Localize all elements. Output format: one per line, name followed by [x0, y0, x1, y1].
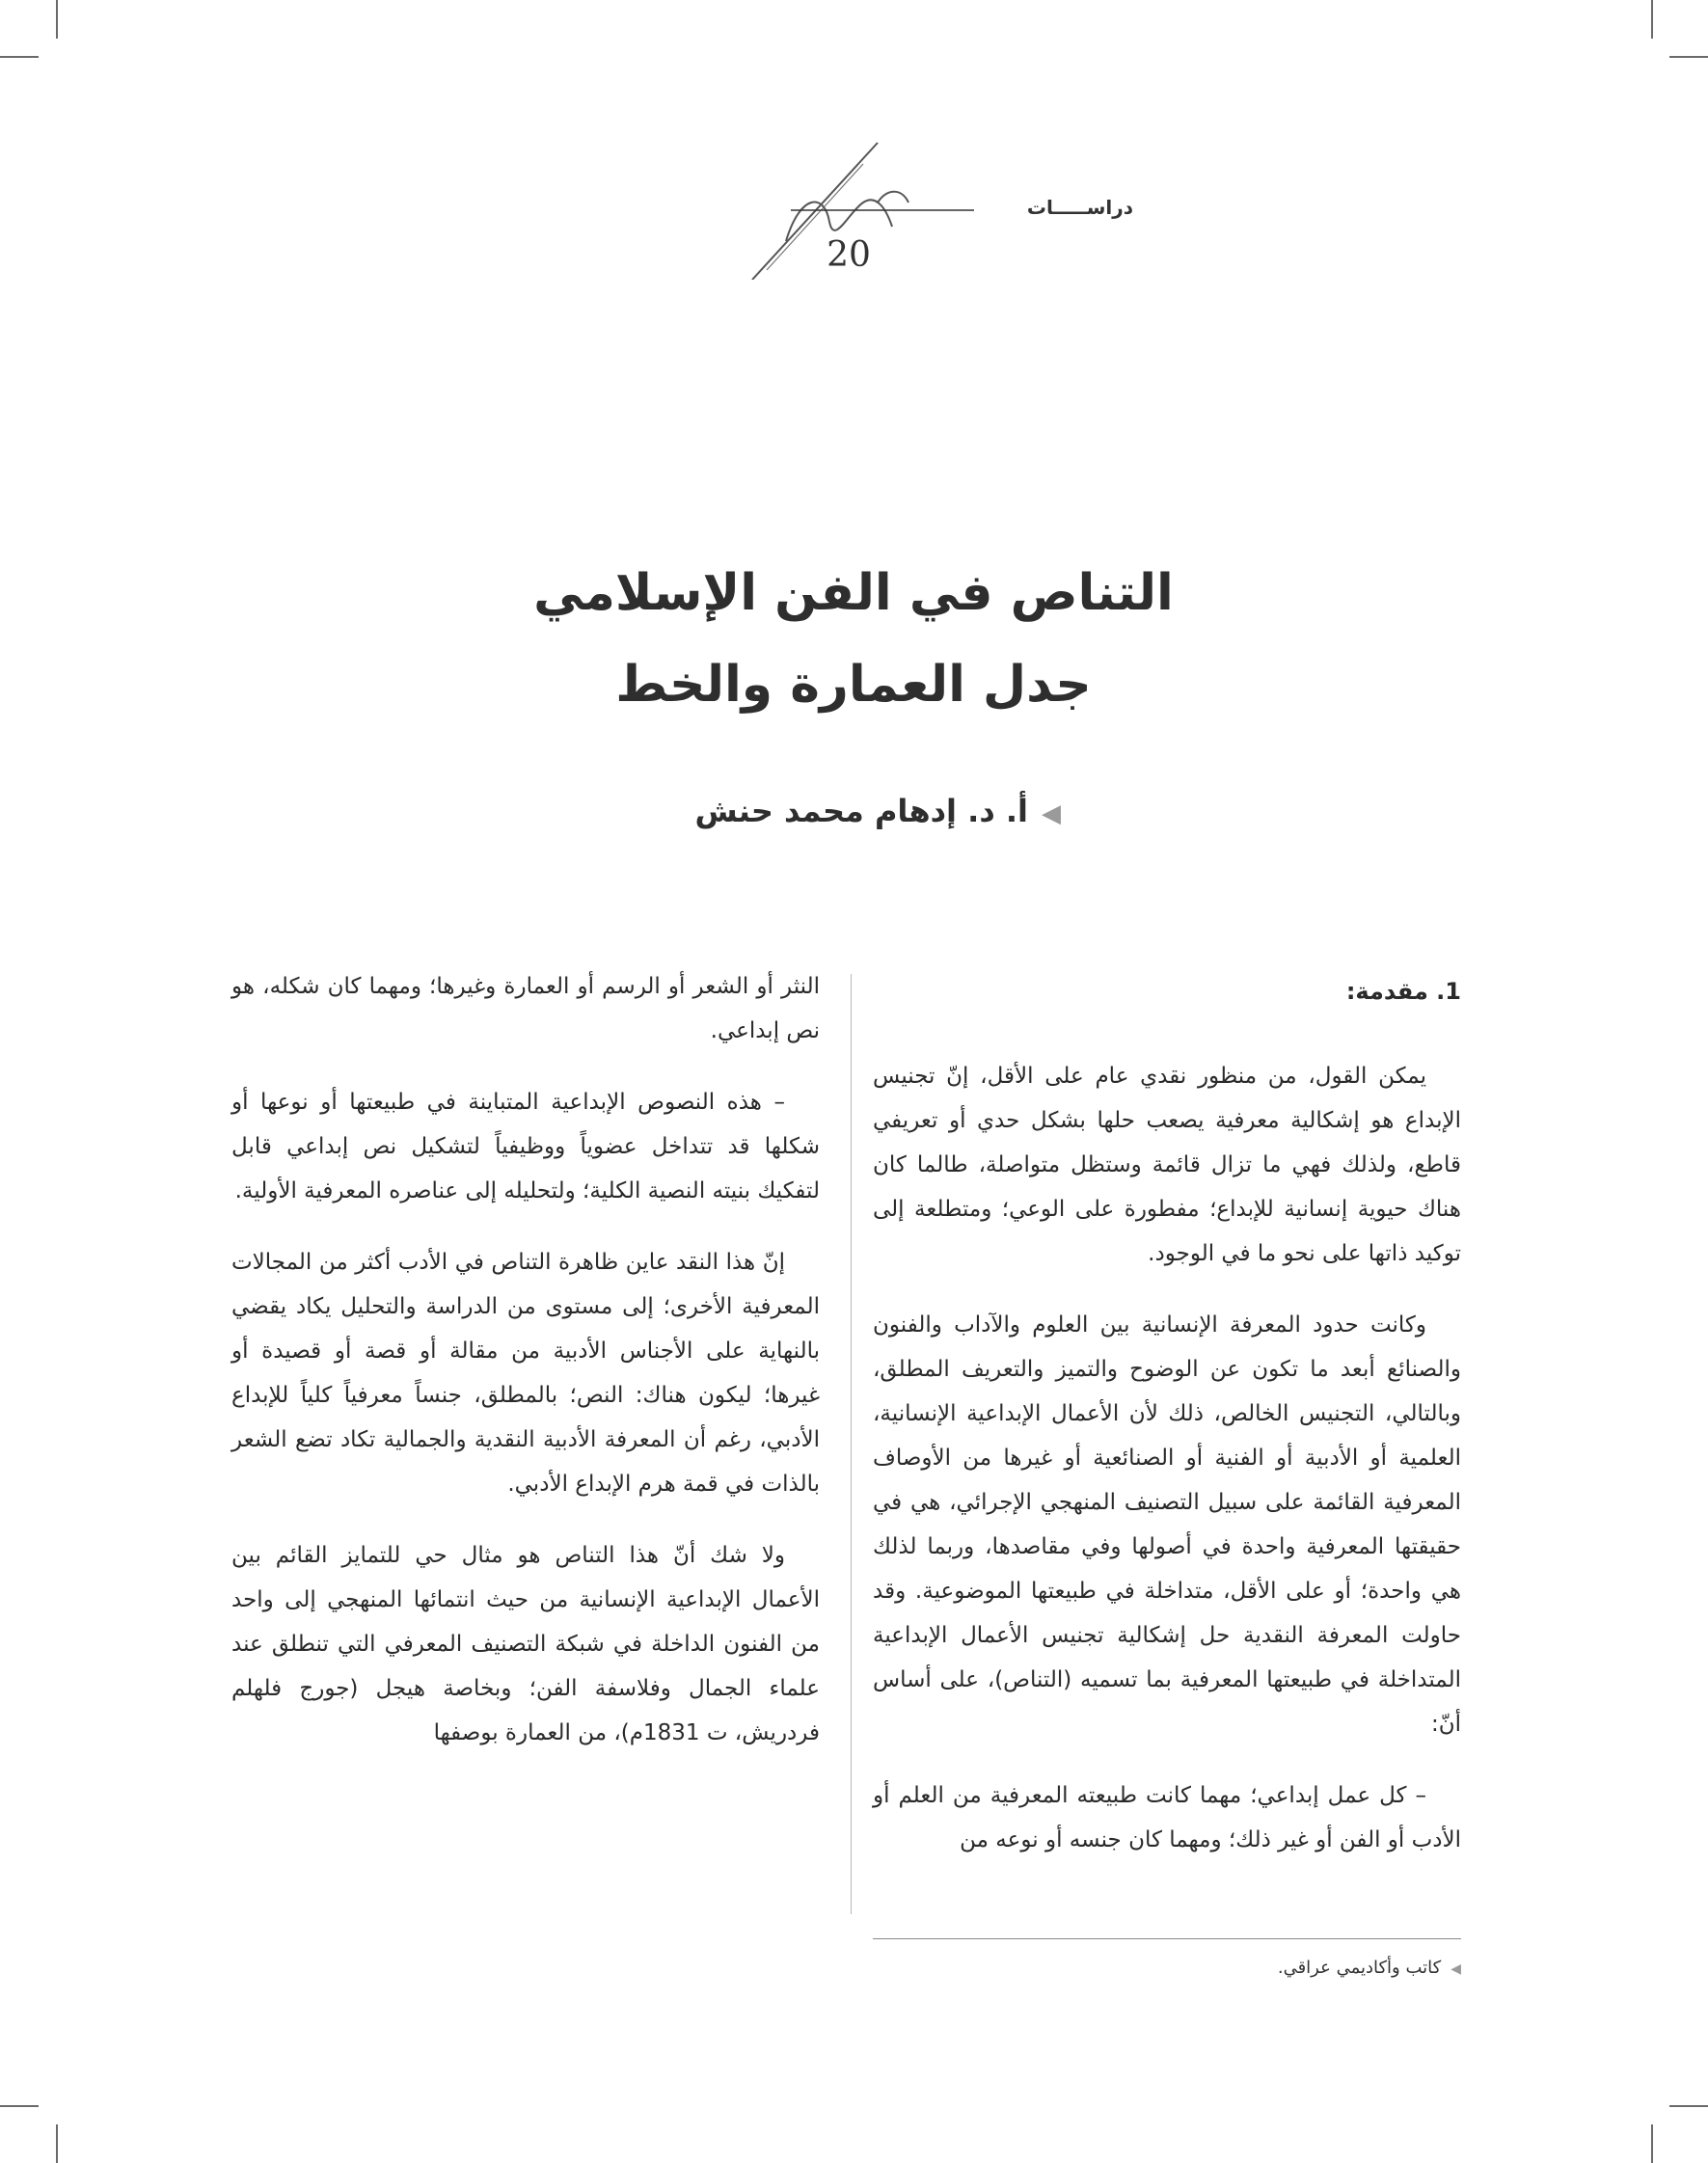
crop-mark — [1669, 2105, 1708, 2107]
crop-mark — [56, 2124, 58, 2163]
article-title: التناص في الفن الإسلامي — [533, 564, 1174, 622]
paragraph: ولا شك أنّ هذا التناص هو مثال حي للتمايز القائم بين الأعمال الإبداعية الإنسانية من حيث انتمائها المنهجي إلى واحد من الفنون الداخلة في شبكة التصنيف المعرفي التي تنطلق عند علماء الجمال وفلاسفة الفن؛ وبخاصة هيجل (جورج فلهلم فردريش، ت 1831م)، من العمارة بوصفها — [231, 1543, 820, 1745]
crop-mark — [1651, 2124, 1653, 2163]
footnote — [873, 1958, 1461, 1978]
paragraph: – هذه النصوص الإبداعية المتباينة في طبيعتها أو نوعها أو شكلها قد تتداخل عضوياً ووظيفياً لتشكيل نص إبداعي قابل لتفكيك بنيته النصية الكلية؛ ولتحليله إلى عناصره المعرفية الأولية. — [231, 1090, 820, 1203]
author-name: أ. د. إدهام محمد حنش — [694, 793, 1028, 829]
page-number: 20 — [827, 235, 871, 275]
paragraph: – كل عمل إبداعي؛ مهما كانت طبيعته المعرفية من العلم أو الأدب أو الفن أو غير ذلك؛ ومهما كان جنسه أو نوعه من — [873, 1783, 1461, 1852]
crop-mark — [1669, 56, 1708, 58]
paragraph: النثر أو الشعر أو الرسم أو العمارة وغيرها؛ ومهما كان شكله، هو نص إبداعي. — [231, 974, 820, 1043]
triangle-bullet-icon: ◀ — [1450, 1961, 1461, 1977]
crop-mark — [56, 0, 58, 39]
author-line — [579, 793, 1061, 829]
triangle-bullet-icon: ◀ — [1042, 799, 1061, 828]
column-divider — [851, 974, 852, 1914]
crop-mark — [0, 2105, 39, 2107]
right-column — [873, 969, 1461, 1889]
footnote-text: كاتب وأكاديمي عراقي. — [1277, 1958, 1442, 1978]
left-column — [231, 964, 820, 1782]
article-subtitle: جدل العمارة والخط — [615, 656, 1092, 714]
section-label: دراســـــات — [1026, 196, 1133, 219]
footnote-rule — [873, 1938, 1461, 1939]
paragraph: إنّ هذا النقد عاين ظاهرة التناص في الأدب أكثر من المجالات المعرفية الأخرى؛ إلى مستوى من الدراسة والتحليل يكاد يقضي بالنهاية على الأجناس الأدبية من مقالة أو قصة أو قصيدة أو غيرها؛ ليكون هناك: النص؛ بالمطلق، جنساً معرفياً كلياً للإبداع الأدبي، رغم أن المعرفة الأدبية النقدية والجمالية تكاد تضع الشعر بالذات في قمة هرم الإبداع الأدبي. — [231, 1250, 820, 1497]
paragraph: وكانت حدود المعرفة الإنسانية بين العلوم والآداب والفنون والصنائع أبعد ما تكون عن الوضوح والتميز والتعريف المطلق، وبالتالي، التجنيس الخالص، ذلك لأن الأعمال الإبداعية الإنسانية، العلمية أو الأدبية أو الفنية أو الصنائعية أو غيرها من الأوصاف المعرفية القائمة على سبيل التصنيف المنهجي الإجرائي، هي في حقيقتها المعرفية واحدة في أصولها وفي مقاصدها، وربما لذلك هي واحدة؛ أو على الأقل، متداخلة في طبيعتها الموضوعية. وقد حاولت المعرفة النقدية حل إشكالية تجنيس الأعمال الإبداعية المتداخلة في طبيعتها المعرفية بما تسميه (التناص)، على أساس أنّ: — [873, 1312, 1461, 1737]
crop-mark — [0, 56, 39, 58]
crop-mark — [1651, 0, 1653, 39]
paragraph: يمكن القول، من منظور نقدي عام على الأقل، إنّ تجنيس الإبداع هو إشكالية معرفية يصعب حلها بشكل حدي أو تعريفي قاطع، ولذلك فهي ما تزال قائمة وستظل متواصلة، طالما كان هناك حيوية إنسانية للإبداع؛ مفطورة على الوعي؛ ومتطلعة إلى توكيد ذاتها على نحو ما في الوجود. — [873, 1064, 1461, 1266]
section-heading: 1. مقدمة: — [1345, 978, 1461, 1005]
